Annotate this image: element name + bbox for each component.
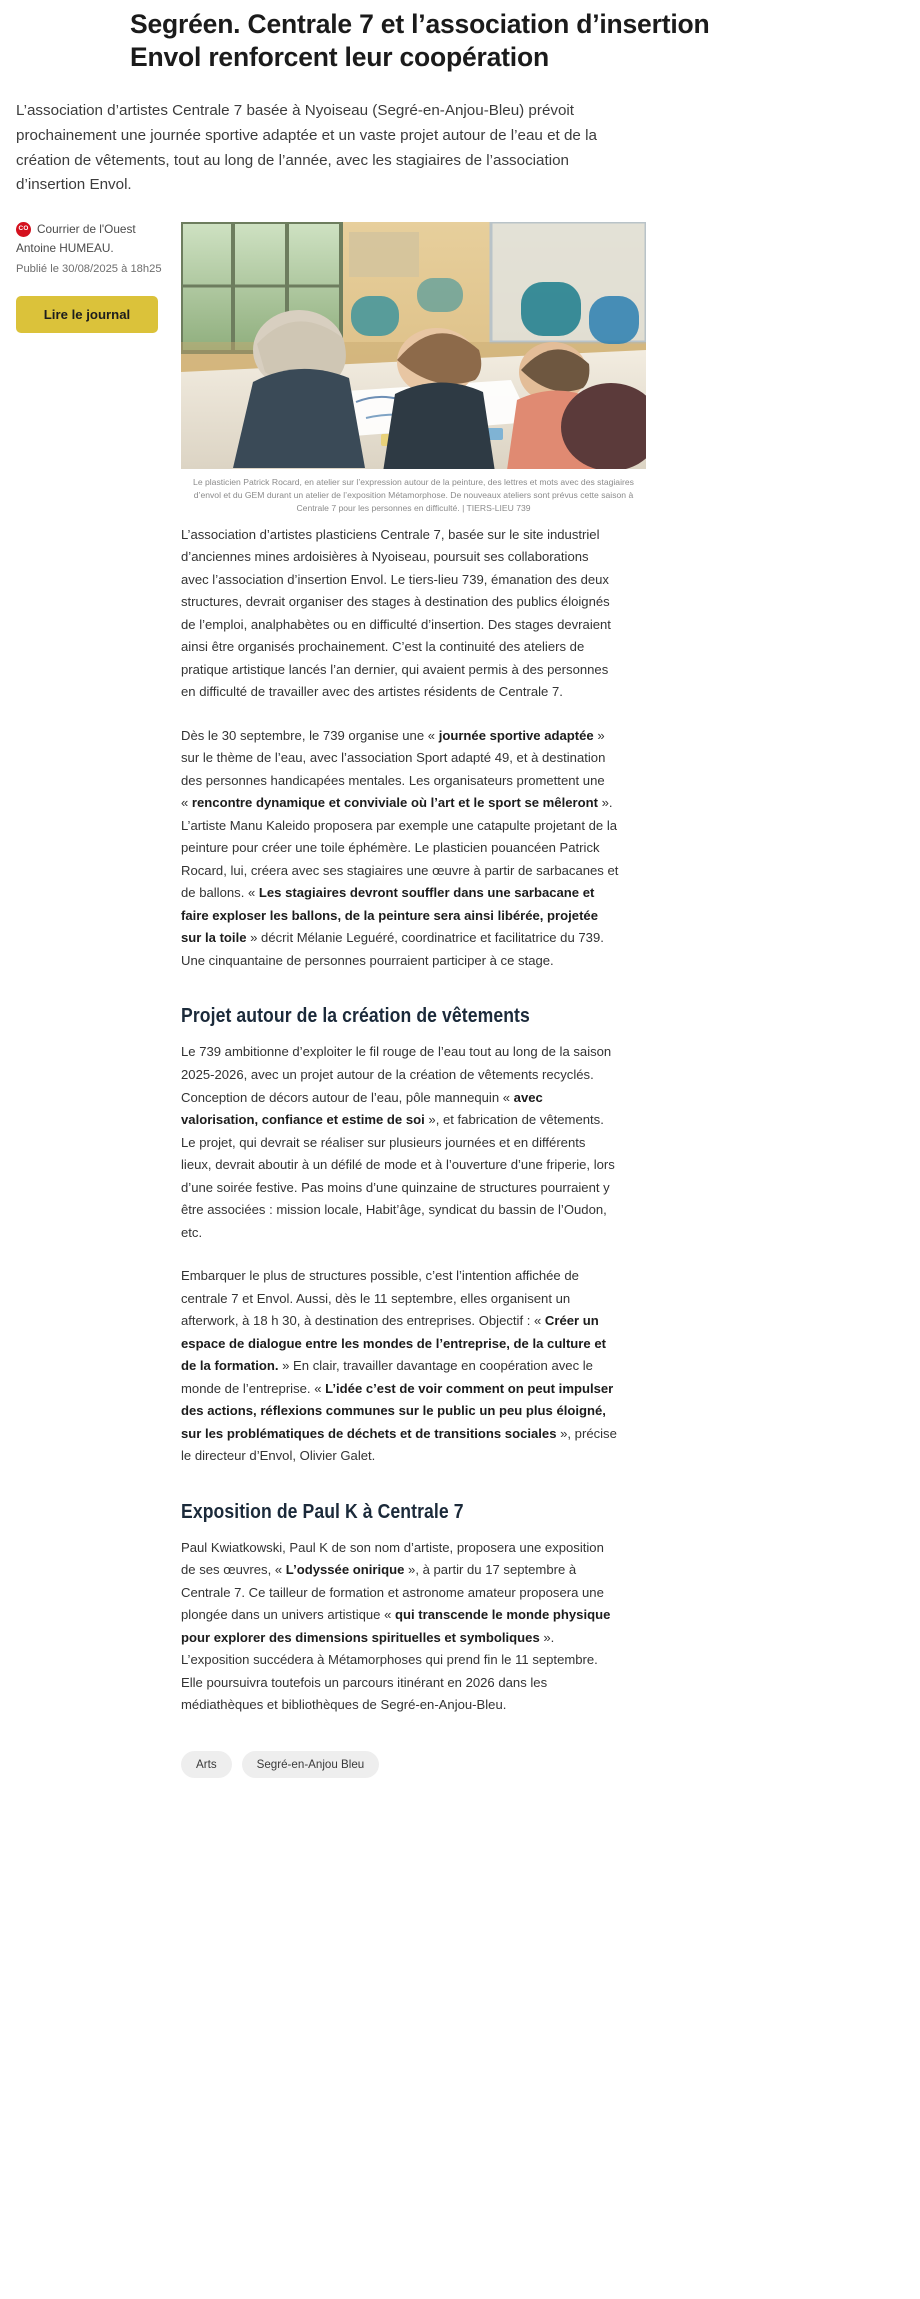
body-paragraph — [181, 725, 619, 973]
paragraph-text: Dès le 30 septembre, le 739 organise une « — [181, 727, 439, 743]
emphasis-quote: L’idée c’est de voir comment on peut impulser des actions, réflexions communes sur le public un peu plus éloigné, sur les problématiques de déchets et de transitions sociales — [181, 1380, 614, 1441]
section-heading-exposition: Exposition de Paul K à Centrale 7 — [181, 1500, 464, 1523]
emphasis-quote: L’odyssée onirique — [285, 1562, 405, 1578]
published-date: Publié le 30/08/2025 à 18h25 — [16, 263, 162, 276]
title-container — [0, 0, 920, 74]
paragraph-text: », à partir du 17 septembre à Centrale 7. Ce tailleur de formation et astronome amateur proposera une plongée dans un univers artistique « — [181, 1562, 604, 1623]
body-paragraph — [181, 1537, 619, 1717]
paragraph-text: » décrit Mélanie Leguéré, coordinatrice et facilitatrice du 739. Une cinquantaine de personnes pourraient participer à ce stage. — [181, 930, 604, 968]
brand-name: Courrier de l'Ouest — [37, 221, 136, 236]
photo-illustration — [181, 222, 646, 469]
article-meta — [16, 222, 166, 333]
article-body — [181, 516, 619, 1717]
paragraph-text: » sur le thème de l’eau, avec l’association Sport adapté 49, et à destination des personnes handicapées mentales. Les organisateurs promettent une « — [181, 727, 606, 811]
section-heading-vetements: Projet autour de la création de vêtements — [181, 1005, 530, 1028]
emphasis-quote: Créer un espace de dialogue entre les mondes de l’entreprise, de la culture et de la formation. — [181, 1313, 606, 1374]
emphasis-quote: journée sportive adaptée — [438, 727, 594, 743]
article-photo — [181, 222, 646, 469]
article-standfirst: L’association d’artistes Centrale 7 basée à Nyoiseau (Segré-en-Anjou-Bleu) prévoit prochainement une journée sportive adaptée et un vaste projet autour de l’eau et de la création de vêtements, tout au long de l’année, avec les stagiaires de l’association d’insertion Envol. — [16, 102, 597, 194]
tag-list — [181, 1751, 920, 1778]
body-paragraph — [181, 524, 619, 704]
article-figure — [181, 222, 646, 516]
emphasis-quote: rencontre dynamique et conviviale où l’art et le sport se mêleront — [191, 795, 598, 811]
paragraph-text: Embarquer le plus de structures possible, c’est l’intention affichée de centrale 7 et Envol. Aussi, dès le 11 septembre, elles organisent un afterwork, à 18 h 30, à destination des entreprises. Objectif : « — [181, 1268, 579, 1329]
paragraph-text: Le 739 ambitionne d’exploiter le fil rouge de l’eau tout au long de la saison 2025-2026, avec un projet autour de la création de vêtements recyclés. Conception de décors autour de l’eau, pôle mannequin « — [181, 1044, 612, 1105]
emphasis-quote: avec valorisation, confiance et estime de soi — [181, 1089, 543, 1128]
emphasis-quote: qui transcende le monde physique pour explorer des dimensions spirituelles et symboliques — [181, 1607, 611, 1645]
paragraph-text: L’association d’artistes plasticiens Centrale 7, basée sur le site industriel d’anciennes mines ardoisières à Nyoiseau, poursuit ses collaborations avec l’association d’insertion Envol. Le tiers-lieu 739, émanation des deux structures, devrait organiser des stages à destination des publics éloignés de l’emploi, analphabètes ou en difficulté d’insertion. Des stages devraient ainsi être organisés prochainement. C’est la continuité des ateliers de pratique artistique lancés l’an dernier, qui avaient permis à des personnes en difficulté de travailler avec des artistes résidents de Centrale 7. — [181, 526, 611, 700]
photo-caption: Le plasticien Patrick Rocard, en atelier sur l’expression autour de la peinture, des lettres et mots avec des stagiaires d’envol et du GEM durant un atelier de l’exposition Métamorphose. De nouveaux ateliers sont prévus cette saison à Centrale 7 pour les personnes en difficulté. | TIERS-LIEU 739 — [193, 476, 634, 514]
paragraph-text: » En clair, travailler davantage en coopération avec le monde de l’entreprise. « — [181, 1358, 593, 1396]
paragraph-text: », et fabrication de vêtements. Le projet, qui devrait se réaliser sur plusieurs journées et en différents lieux, devrait aboutir à un défilé de mode et à l’ouverture d’une friperie, lors d’une soirée festive. Pas moins d’une quinzaine de structures pourraient y être associées : mission locale, Habit’âge, syndicat du bassin de l’Oudon, etc. — [181, 1112, 615, 1240]
brand-line — [16, 222, 166, 238]
read-journal-button[interactable]: Lire le journal — [16, 296, 158, 333]
page-title: Segréen. Centrale 7 et l’association d’insertion Envol renforcent leur coopération — [130, 9, 710, 73]
paragraph-text: ». L’exposition succédera à Métamorphoses qui prend fin le 11 septembre. Elle poursuivra toutefois un parcours itinérant en 2026 dans les médiathèques et bibliothèques de Segré-en-Anjou-Bleu. — [181, 1629, 598, 1713]
paragraph-text: Paul Kwiatkowski, Paul K de son nom d’artiste, proposera une exposition de ses œuvres, « — [181, 1539, 604, 1578]
paragraph-text: ». L’artiste Manu Kaleido proposera par exemple une catapulte projetant de la peinture pour créer une toile éphémère. Le plasticien pouancéen Patrick Rocard, lui, créera avec ses stagiaires une œuvre à partir de sarbacanes et de ballons. « — [181, 795, 619, 901]
courrier-de-louest-logo-icon: CO — [16, 222, 31, 237]
body-paragraph — [181, 1041, 619, 1244]
emphasis-quote: Les stagiaires devront souffler dans une sarbacane et faire exploser les ballons, de la peinture sera ainsi libérée, projetée sur la toile — [181, 885, 598, 946]
body-paragraph — [181, 1265, 619, 1468]
paragraph-text: », précise le directeur d’Envol, Olivier Galet. — [181, 1425, 617, 1464]
meta-and-media-row — [0, 222, 920, 516]
tag-arts[interactable]: Arts — [181, 1751, 232, 1778]
author-name: Antoine HUMEAU. — [16, 240, 114, 255]
tag-segre-en-anjou-bleu[interactable]: Segré-en-Anjou Bleu — [242, 1751, 380, 1778]
